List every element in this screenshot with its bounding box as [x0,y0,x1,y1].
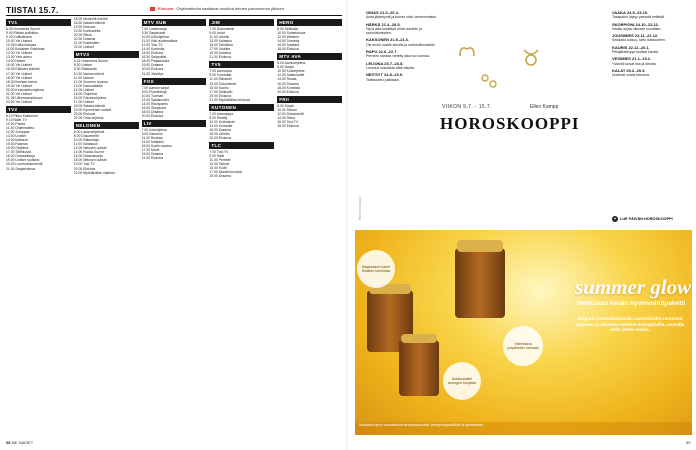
program-row: 16.00 Draama [209,127,231,132]
program-row: 19.30 Yle Uutiset [6,83,32,88]
program-row: 17.00 Muoti [141,148,160,153]
program-row: 7.00 Dokumentti [209,27,235,31]
program-row: 23.00 Yle Uutiset [6,99,32,104]
program-row: 14.00 Uutiset [73,87,94,92]
program-row: 18.00 Yle Uutiset [6,75,32,80]
program-row: 6.00 Huomenta Suomi [6,27,40,31]
sign-text: Unelmat voivat toteutua. [612,73,650,78]
program-row: 20.00 Luontodokumentti [6,162,43,167]
channel-header: KUTONEN [209,104,274,111]
program-row: 17.00 Muodonmuutos [209,170,243,175]
program-row: 8.00 Puhelinlinja [141,89,167,94]
sign-text: Intuitio ohjaa oikeaan suuntaan. [612,26,662,31]
channel-header: NELONEN [74,122,139,129]
program-row: 8.00 Dokumentti [73,134,99,139]
program-row: 18.00 Komedia [277,85,300,90]
program-row: 10.00 Pisara [6,121,26,126]
program-row: 9.00 Komediat [209,73,232,78]
sign-text: Tasapaino löytyy pienistä hetkistä. [612,15,665,20]
solgar-ad [355,230,692,435]
channel-header: MTV AVA [277,53,342,60]
program-row: 7.00 Aamuvisa [209,69,232,74]
sign-text: Perheen kanssa vietetty aika tuo voimaa. [366,54,430,59]
film-swatch-icon [150,7,155,11]
program-row: 17.00 Seikkailu [209,89,233,94]
program-row: 15.00 Kauhu [209,85,229,90]
program-row: 14.00 Ruoka [277,77,297,82]
aries-icon [456,40,478,62]
program-row: 8.00 Sarjat [277,65,294,70]
channel-header: HERO [277,19,342,26]
program-row: 21.00 Oma ohjelma [73,116,104,121]
program-row: 17.00 Vauhtia [209,47,231,52]
program-row: 11.30 Ohjelmatieto [6,126,35,131]
program-row: 14.00 Ruoka-Suomi [73,150,104,155]
program-row: 21.00 Elokuva [209,55,231,60]
program-row: 12.30 Tosi-TV [141,43,163,48]
program-row: 12.00 Yle Uutiset [6,51,32,56]
program-row: 20.00 Elokuva [141,113,164,118]
program-row: 7.00 Tosi-TV [209,150,229,155]
horoscope-author: Ellen Kampp [530,104,559,110]
bubble-astaxanthin: Astaksantiini auringon suojaksi [443,362,481,400]
horoscope-title: HOROSKOOPPI [440,114,580,133]
program-row: 11.00 Kultainen Ravintola [6,47,45,52]
program-row: 13.00 Kalastus [209,39,232,44]
tv-column [277,17,342,435]
program-row: 8.00 Uutiset [73,63,92,68]
program-row: 14.00 Rikos [277,115,296,120]
program-row: 7.00 Aamun sarjat [141,85,169,90]
bubble-valerian: Valeriaana ympäristön rauhaan [503,326,543,366]
program-row: 20.00 Elokuva [277,89,299,94]
program-row: 9.00 Häät [209,154,225,159]
sign-heading: VAAKA 24.9.-23.10. [612,10,649,15]
program-row: 7.00 Aamusarja [209,111,233,116]
channel-header: TV2 [6,106,71,113]
program-row: 15.00 Ohjelmat [73,91,97,96]
program-row: 21.00 Yle Uutiset [6,91,32,96]
program-row: 20.00 Elokuva [209,136,231,141]
program-row: 14.00 Toiminta [277,39,300,44]
program-row: 19.00 Elokuva [209,93,231,98]
program-row: 13.00 Tarinat [209,162,229,167]
program-row: 21.00 Myöhäisillan elokuva [209,97,251,102]
ad-body: Solgarin korkealaatuisilla ravintolisillä varmistat sisäisen ja ulkoisen hehkun lomapäivillä, rannalla sekä unten mailla. [575,316,685,333]
sign-heading: JOUSIMIES 23.11.-21.12. [612,33,659,39]
program-row: 19.00 Draama [141,152,164,157]
program-row: 17.00 Tähtikuvat [6,150,32,155]
program-row: 13.00 Kaukosäädin [73,83,103,88]
program-row: 12.00 Suomen huomio [73,79,108,84]
program-row: 15.00 Tekniikka [209,43,233,48]
taurus-icon [520,46,542,68]
program-row: 15.00 Kodit [209,166,227,171]
sign-text: Pitkäjänteisyys tuottaa tulosta. [612,50,660,55]
sign-heading: NEITSYT 24.8.-23.9. [366,72,404,78]
program-row: 16.00 Sankarit [277,43,300,48]
divider [6,15,342,16]
program-row: 19.00 Elokuva [73,25,96,30]
program-row: 8.00 Sarjat [277,103,294,108]
day-title: TIISTAI 15.7. [6,5,59,15]
program-row: 18.00 Urheilu [209,131,230,136]
program-row: 10.00 Kotiohjelma [141,35,169,40]
program-row: 16.00 Palveluohjelma [73,95,107,100]
program-row: 13.00 Dokumentit [209,81,236,86]
program-row: 18.00 Elokuva [277,47,299,52]
program-row: 21.00 Elokuva [141,156,164,161]
channel-header: MTV SUB [142,19,207,26]
program-row: 18.00 Modernit miehet [73,17,108,21]
program-row: 19.00 Draama [141,63,164,68]
program-row: 9.00 Kauneus [141,131,163,136]
program-row: 18.00 Paljastuksia [141,59,170,64]
sign-heading: KAURIS 22.12.-20.1. [612,44,650,50]
program-row: 11.00 Rikokset [209,77,232,82]
sign-text: Luovuus kukoistaa tällä viikolla. [366,65,415,70]
channel-header: LIV [142,120,207,127]
program-row: 9.00 Autot [209,31,225,36]
magazine-name: ME NAISET [11,440,34,445]
program-row: 10.00 Yle Uutiset [6,39,32,44]
jar-lid [457,240,503,252]
program-row: 11.00 Viisi vuodenaikaa [141,39,178,44]
signs-column-right [612,8,690,79]
page-number: 58 [6,440,11,445]
program-row: 19.00 Tosi-TV [73,162,95,167]
program-row: 21.00 Sarjaelokuva [6,166,36,171]
program-row: 13.00 Matkailu [141,140,164,145]
bubble-magnesium: Magnesium tukee lihasten toimintaa [357,250,395,288]
sign-heading: HÄRKÄ 21.4.-20.5. [366,21,401,27]
read-more-link[interactable] [612,216,673,222]
program-row: 21.00 Kotiteatteri [73,41,100,46]
program-row: 15.00 Elokuva [141,51,164,56]
sign-text: Tarkkuutesi palkitaan. [366,77,400,82]
sign-heading: KALAT 20.2.-20.3. [612,67,646,73]
sign-heading: VESIMIES 21.1.-19.2. [612,56,652,62]
program-row: 8.00 Seikkailu [277,27,299,31]
program-row: 16.00 Simpsonit [141,105,166,110]
program-row: 20.00 Keskusteluohjelma [6,87,44,92]
program-row: 16.00 Draama [277,81,299,86]
ad-subhead: Hehkuvan kesän hyvinvointipaketti [577,300,686,307]
legend [150,6,285,11]
program-row: 17.00 Yle Uutiset [6,71,32,76]
sign-heading: RAPU 22.6.-22.7. [366,49,398,55]
program-row: 19.00 Kymmenen uutiset [73,107,112,112]
program-row: 9.10 Nalle-TV [6,117,27,122]
program-row: 16.00 Ohjelma [6,146,29,151]
program-row: 14.00 Komedia [209,123,233,128]
ad-headline: summer glow [575,275,692,299]
program-row: 20.00 Elokuva [73,111,96,116]
program-row: 21.05 Ulkomaanelokuva [6,95,43,100]
channel-header: JIM [209,19,274,26]
program-row: 10.00 Sitcom [277,107,297,112]
program-row: 7.00 Lastensarja [141,27,167,31]
program-row: 18.00 Draama [141,109,164,114]
program-row: 8.30 Sarjakuvat [141,31,166,36]
program-row: 9.00 Reality [209,115,228,120]
program-row: 21.30 Jännitys [141,71,164,76]
program-row: 10.05 Kaikki kasvaa [6,43,37,48]
jar-lid [401,334,437,343]
read-more-label: LUE PÄIVÄN HOROSKOOPPI [620,217,673,221]
program-row: 19.00 Autoilua [209,51,231,56]
program-row: 18.00 Nelosen uutiset [73,158,107,163]
program-row: 22.00 Myöhäisillan ohjelma [73,170,115,175]
program-row: 11.00 Salaisuus [73,142,98,147]
program-row: 6.00 Lastenohjelmat [73,130,105,135]
page-number-right: 59 [686,440,691,445]
program-row: 12.00 Jumppaa [6,130,30,135]
sign-text: Hyvä aika keskittyä omiin asioihin ja rauhoittumiseen. [366,26,422,36]
channel-header: TV5 [209,61,274,68]
program-row: 15.00 Kodin muutos [141,144,172,149]
program-row: 10.00 Tuomari [141,93,164,98]
program-row: 6.10 Pikku Kakkonen [6,113,38,118]
program-row: 9.20 Kotikatsomo [6,35,33,40]
vertical-label: Horoskooppi [358,195,362,220]
signs-column-left [366,8,444,83]
jar-astaxanthin [399,340,439,396]
star-icon: ✦ [613,216,617,221]
channel-header: FRII [277,96,342,103]
program-row: 15.00 Yle Uutiset [6,63,32,68]
legend-film-label: Elokuva [158,6,174,11]
program-row: 10.00 Rakentaja [73,138,99,143]
program-row: 16.00 Tosi-TV [277,119,299,124]
program-row: 10.00 Kotiohjelma [277,69,305,74]
sign-heading: OINAS 21.3.-20.4. [366,10,399,15]
program-row: 18.00 Ostosalkkuja [6,154,35,159]
program-row: 9.00 Päivän politiikka [6,31,38,36]
tv-columns [6,17,342,435]
sign-text: Ole avoin uusille ideoille ja mahdollisuuksille. [366,42,436,47]
program-row: 13.00 Uutiset [6,134,26,139]
tv-column [6,17,71,435]
program-row: 12.00 Western [277,35,300,40]
horoscope-week: VIIKON 9.7. - 15.7. [442,104,492,110]
sign-heading: SKORPIONI 24.10.-22.11. [612,21,659,27]
program-row: 6.15 Huomenta Suomi [73,59,108,64]
sign-text: Asiat järjestyvät ja tunnet olosi varmemmaksi. [366,15,437,20]
cancer-icon [478,70,500,92]
sign-heading: LEIJONA 23.7.-23.8. [366,60,404,66]
channel-header: TLC [209,142,274,149]
program-row: 12.00 Nelosen uutiset [73,146,107,151]
tv-column [142,17,207,435]
program-row: 12.00 Salaisuudet [141,97,169,102]
program-row: 10.00 Sotaelokuva [277,31,306,36]
program-row: 12.00 Kotimaiset [209,119,235,124]
program-row: 18.00 Elokuva [277,123,299,128]
program-row: 12.00 Dokumentti [277,111,304,116]
sign-text: Seikkailu kutsuu, tartu tilaisuuteen. [612,38,666,43]
program-row: 12.00 Salaisuudet [277,73,305,78]
program-row: 19.00 Uutiset ruotsiksi [6,158,40,163]
sign-heading: KAKSONEN 21.5.-21.6. [366,37,410,43]
program-row: 7.00 Kotiohjelma [141,127,167,132]
program-row: 11.00 Perheet [209,158,231,163]
program-row: 19.30 Korkkareita [73,29,101,34]
tv-column [209,17,274,435]
program-row: 9.30 Rakkautta [73,67,97,72]
program-row: 17.00 Uutiset [73,99,94,104]
program-row: 18.30 Salatut elämät [73,21,105,26]
jar-valerian [455,248,505,318]
program-row: 14.00 Komedia [141,47,165,52]
program-row: 16.30 Salapoliisi [141,55,167,60]
program-row: 11.00 Ruokaa [141,136,163,141]
program-row: 18.30 Ihmisen tarina [6,79,37,84]
channel-header: TV1 [6,19,71,26]
channel-header: MTV3 [74,51,139,58]
program-row: 19.00 Draama [209,174,231,179]
tv-column [74,17,139,435]
program-row: 20.30 Draama [73,37,96,42]
program-row: 14.00 Ikäkausi [6,138,28,143]
program-row: 16.05 Elämäni eläimet [6,67,40,72]
program-row: 11.00 Uutiset [73,75,94,80]
program-row: 6.00 Aamuohjelma [277,61,306,66]
program-row: 20.00 Elokuva [141,67,164,72]
program-row: 10.20 Marian elämä [73,71,104,76]
program-row: 14.00 Rikospartio [141,101,168,106]
program-row: 13.00 Ylen aamu [6,55,32,60]
program-row: 20.00 Elokuva [73,166,96,171]
program-row: 20.00 Rikos [73,33,92,38]
page-footer [6,440,33,445]
ad-footer: Saatavilla hyvin varustetuista terveyskaupoista, terveysmyymälöistä ja apteekeista. [355,422,692,435]
legend-note: Ohjelmatiedot saattavat muuttua lehden painomenon jälkeen. [176,6,286,11]
channel-header: FOX [142,78,207,85]
program-row: 22.00 Uutiset [73,45,94,50]
sign-text: Ystävät tuovat iloa ja ideoita. [612,61,657,66]
program-row: 15.00 Rasmus [6,142,28,147]
program-row: 11.00 Urheilu [209,35,230,40]
program-row: 16.00 Draamasarja [73,154,103,159]
program-row: 18.00 Salatut elämät [73,103,105,108]
program-row: 14.00 Naiset [6,59,26,64]
